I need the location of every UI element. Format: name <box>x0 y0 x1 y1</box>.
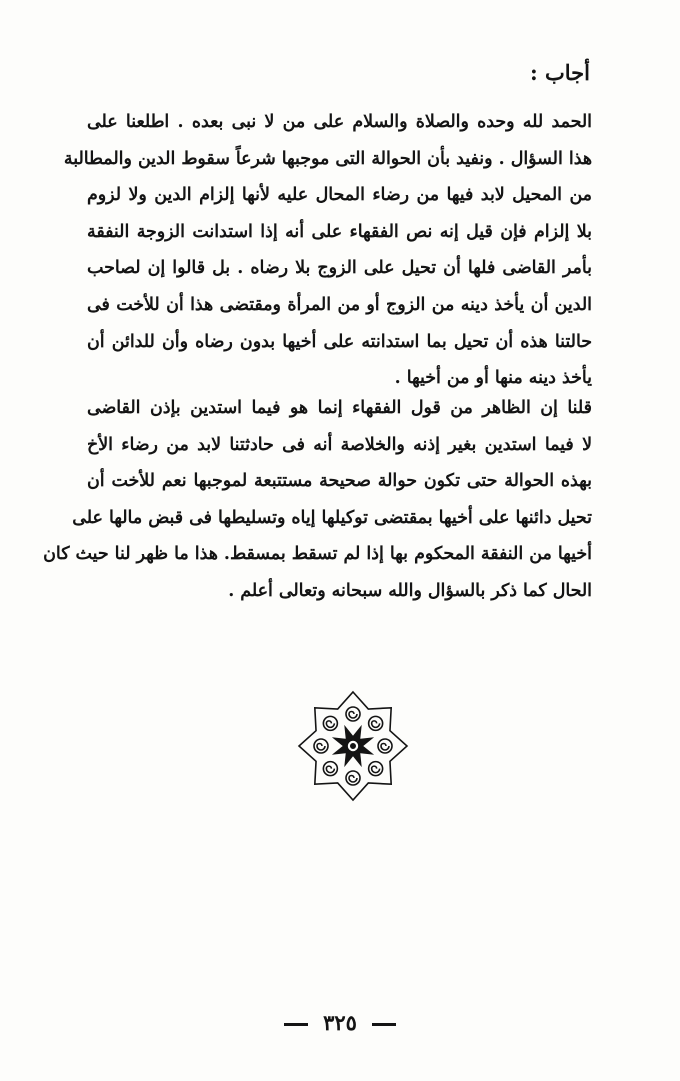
text-line: بأمر القاضى فلها أن تحيل على الزوج بلا رضاه . بل قالوا إن لصاحب <box>87 258 592 279</box>
text-line: الحال كما ذكر بالسؤال والله سبحانه وتعالى أعلم . <box>228 580 592 601</box>
scroll-ring <box>346 707 360 721</box>
text-line: بلا إلزام فإن قيل إنه نص الفقهاء على أنه إذا استدانت الزوجة النفقة <box>87 221 592 242</box>
dash-left <box>284 1023 308 1026</box>
paragraph-1 <box>63 104 592 397</box>
text-line: لا فيما استدين بغير إذنه والخلاصة أنه فى حادثتنا لابد من رضاء الأخ <box>87 434 592 455</box>
scroll-ring <box>369 716 383 730</box>
text-line: حالتنا هذه أن تحيل بما استدانته على أخيها بدون رضاه وأن للدائن أن <box>87 331 592 352</box>
text-line: أخيها من النفقة المحكوم بها إذا لم تسقط بمسقط. هذا ما ظهر لنا حيث كان <box>43 544 592 565</box>
rosette-ornament-icon <box>297 690 409 802</box>
scroll-ring <box>369 762 383 776</box>
text-line: الحمد لله وحده والصلاة والسلام على من لا نبى بعده . اطلعنا على <box>87 112 592 132</box>
scroll-spiral <box>372 766 380 773</box>
scroll-spiral <box>372 721 380 728</box>
scroll-spiral <box>381 744 389 751</box>
page-number-text: ٣٢٥ <box>323 1010 357 1035</box>
scroll-ring <box>378 739 392 753</box>
text-line: الدين أن يأخذ دينه من الزوج أو من المرأة ومقتضى هذا أن للأخت فى <box>87 294 592 315</box>
text-line: تحيل دائنها على أخيها بمقتضى توكيلها إياه وتسليطها فى قبض مالها على <box>72 507 592 528</box>
scroll-spiral <box>349 712 357 719</box>
scroll-ring <box>323 762 337 776</box>
scroll-ring <box>314 739 328 753</box>
answer-heading: أجاب : <box>529 60 590 85</box>
text-line: هذا السؤال . ونفيد بأن الحوالة التى موجبها شرعاً سقوط الدين والمطالبة <box>63 148 592 169</box>
paragraph-2 <box>43 390 592 610</box>
text-line: من المحيل لابد فيها من رضاء المحال عليه لأنها إلزام الدين ولا لزوم <box>87 185 592 206</box>
scroll-ring <box>346 771 360 785</box>
scroll-spiral <box>317 744 325 751</box>
text-line: يأخذ دينه منها أو من أخيها . <box>394 368 592 389</box>
dash-right <box>372 1023 396 1026</box>
text-line: قلنا إن الظاهر من قول الفقهاء إنما هو فيما استدين بإذن القاضى <box>87 398 592 418</box>
text-line: بهذه الحوالة حتى تكون حوالة صحيحة مستتبعة لموجبها نعم للأخت أن <box>87 471 592 492</box>
scroll-spiral <box>326 721 334 728</box>
scroll-spiral <box>349 776 357 783</box>
page-number <box>0 1010 680 1035</box>
scroll-ring <box>323 716 337 730</box>
scroll-spiral <box>326 766 334 773</box>
